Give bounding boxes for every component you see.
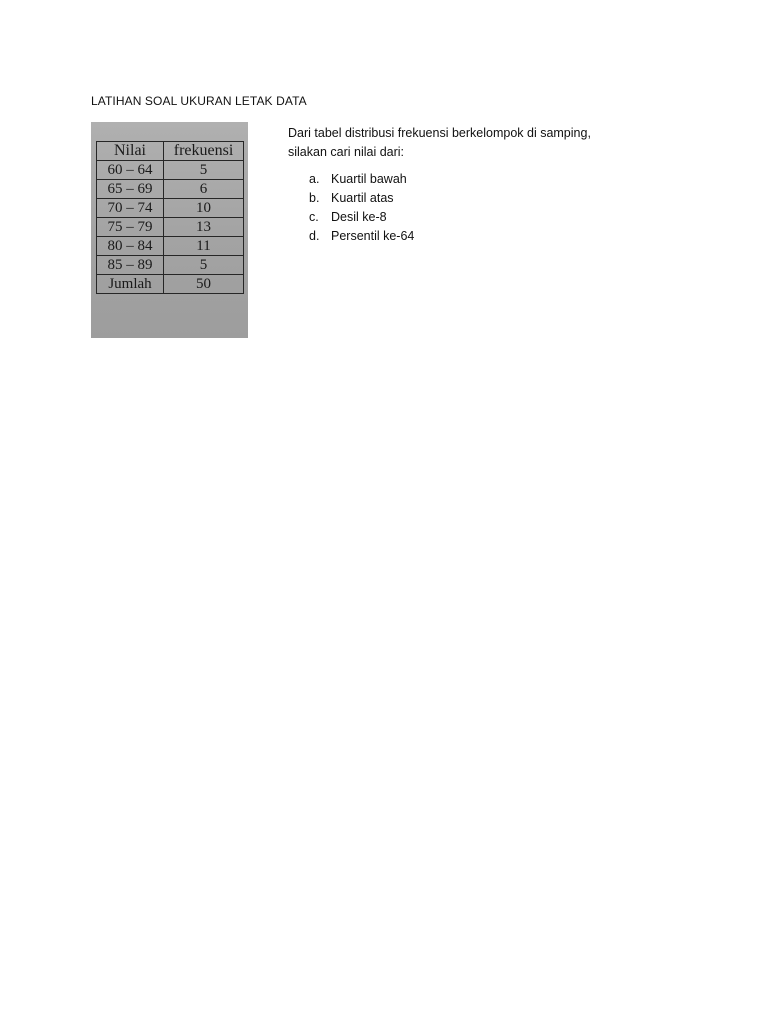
table-row [97, 180, 244, 199]
table-row [97, 161, 244, 180]
table-row [97, 218, 244, 237]
cell-nilai: 80 – 84 [97, 237, 164, 256]
cell-frekuensi: 10 [164, 199, 244, 218]
option-text: Kuartil bawah [331, 172, 407, 186]
list-item [288, 189, 618, 208]
question-block [288, 124, 618, 246]
question-line-1: Dari tabel distribusi frekuensi berkelompok di samping, [288, 126, 591, 140]
option-letter: a. [309, 172, 320, 186]
cell-nilai: 60 – 64 [97, 161, 164, 180]
cell-total-label: Jumlah [97, 275, 164, 294]
option-text: Persentil ke-64 [331, 229, 415, 243]
cell-frekuensi: 5 [164, 256, 244, 275]
answer-options-list [288, 170, 618, 246]
option-letter: b. [309, 191, 320, 205]
list-item [288, 170, 618, 189]
table-header-row [97, 142, 244, 161]
cell-frekuensi: 13 [164, 218, 244, 237]
table-row [97, 256, 244, 275]
table-row [97, 237, 244, 256]
page-title: LATIHAN SOAL UKURAN LETAK DATA [91, 94, 307, 108]
option-letter: c. [309, 210, 319, 224]
cell-nilai: 70 – 74 [97, 199, 164, 218]
table-row [97, 199, 244, 218]
question-line-2: silakan cari nilai dari: [288, 145, 405, 159]
option-text: Desil ke-8 [331, 210, 387, 224]
option-text: Kuartil atas [331, 191, 394, 205]
cell-frekuensi: 6 [164, 180, 244, 199]
cell-frekuensi: 11 [164, 237, 244, 256]
header-nilai: Nilai [97, 142, 164, 161]
cell-frekuensi: 5 [164, 161, 244, 180]
cell-nilai: 65 – 69 [97, 180, 164, 199]
list-item [288, 227, 618, 246]
list-item [288, 208, 618, 227]
cell-total-value: 50 [164, 275, 244, 294]
frequency-table-photo [91, 122, 248, 338]
frequency-table [96, 141, 244, 294]
table-total-row [97, 275, 244, 294]
header-frekuensi: frekuensi [164, 142, 244, 161]
cell-nilai: 75 – 79 [97, 218, 164, 237]
option-letter: d. [309, 229, 320, 243]
cell-nilai: 85 – 89 [97, 256, 164, 275]
